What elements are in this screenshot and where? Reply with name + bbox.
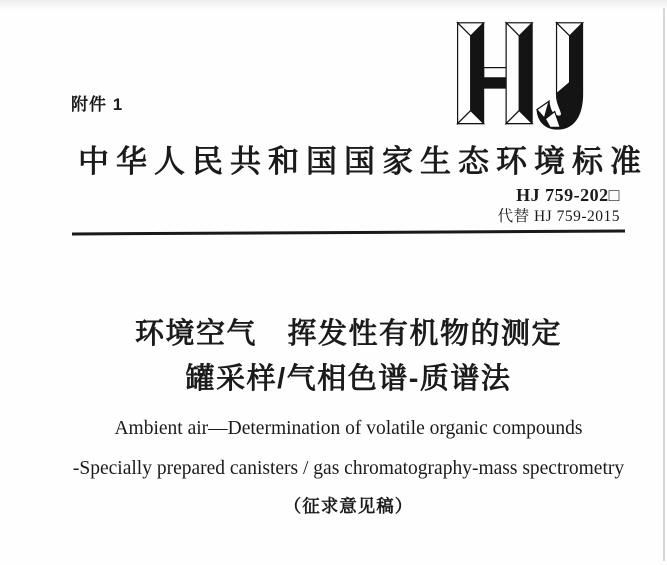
standard-number: HJ 759-202□ — [516, 185, 620, 205]
standard-number-block — [498, 184, 620, 227]
title-en-line1: Ambient air—Determination of volatile organic compounds — [114, 418, 583, 439]
replaces-note: 代替 HJ 759-2015 — [497, 208, 620, 225]
title-chinese — [30, 312, 667, 402]
title-cn-line2: 罐采样/气相色谱-质谱法 — [185, 363, 512, 395]
draft-status-label: （征求意见稿） — [283, 496, 414, 516]
title-cn-line1: 环境空气 挥发性有机物的测定 — [134, 318, 562, 350]
scan-edge-shade-top — [0, 0, 667, 10]
attachment-label: 附件 1 — [71, 95, 124, 114]
hj-logo-icon — [452, 18, 592, 134]
title-en-line2: -Specially prepared canisters / gas chromatography-mass spectrometry — [72, 458, 625, 479]
standard-name-heading: 中华人民共和国国家生态环境标准 — [78, 144, 648, 179]
header-rule — [72, 230, 625, 235]
